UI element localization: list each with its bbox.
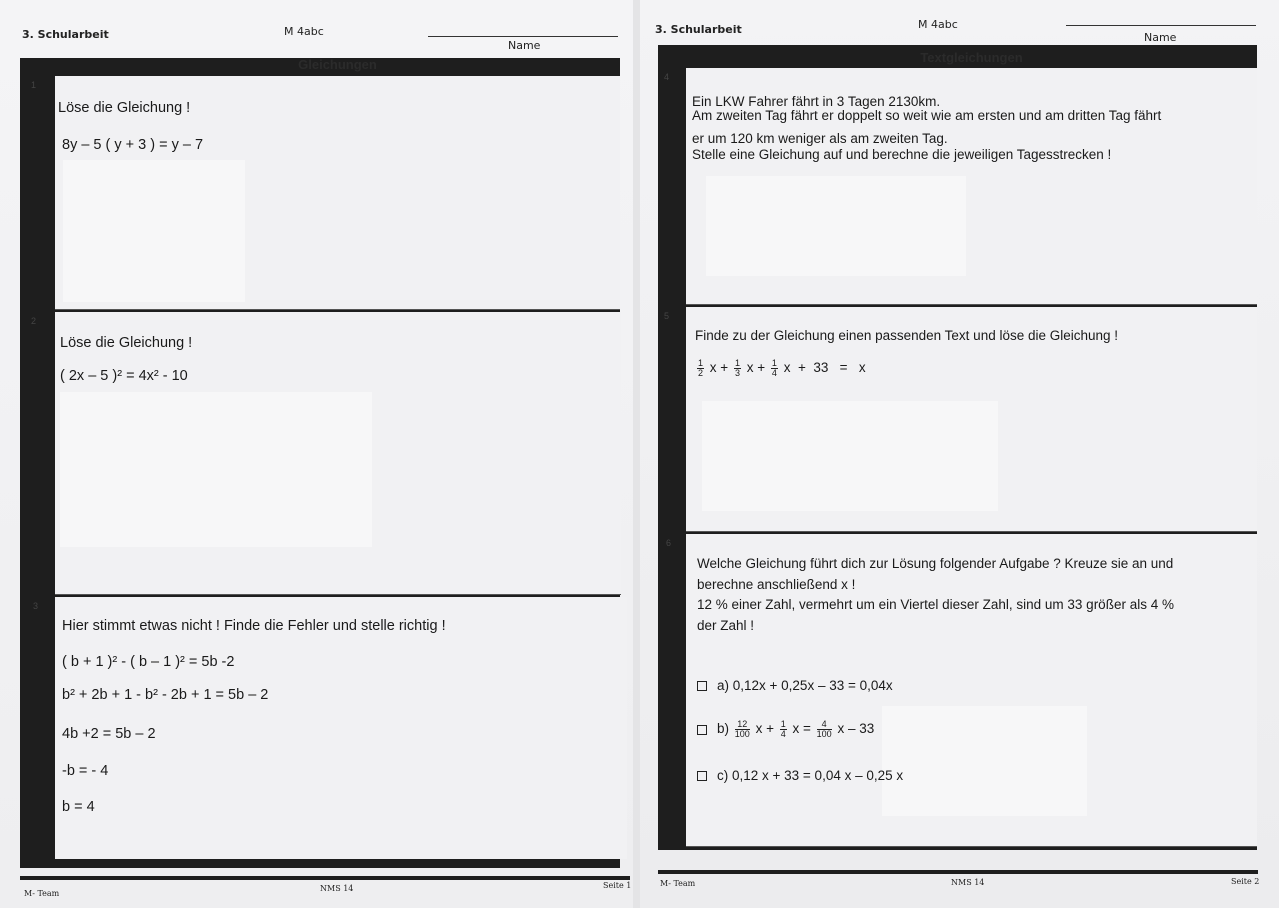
- task-number: 6: [666, 538, 672, 548]
- name-line: [428, 36, 618, 37]
- section-title: Textgleichungen: [920, 50, 1023, 65]
- footer-rule: [20, 876, 630, 880]
- task-text-line: er um 120 km weniger als am zweiten Tag.: [692, 131, 948, 146]
- exam-title: 3. Schularbeit: [655, 23, 742, 36]
- answer-area[interactable]: [60, 392, 372, 547]
- class-label: M 4abc: [918, 18, 958, 31]
- task-text-line: Stelle eine Gleichung auf und berechne die jeweiligen Tagesstrecken !: [692, 147, 1112, 162]
- task-6-box: [666, 534, 1257, 847]
- checkbox-a[interactable]: [697, 681, 707, 691]
- task-number: 1: [31, 80, 37, 90]
- section-title: Gleichungen: [298, 57, 377, 72]
- task-text-line: Welche Gleichung führt dich zur Lösung folgender Aufgabe ? Kreuze sie an und: [697, 556, 1174, 571]
- task-number: 3: [33, 601, 39, 611]
- task-instruction: Löse die Gleichung !: [60, 335, 193, 351]
- task-5-box: [664, 307, 1257, 532]
- checkbox-b[interactable]: [697, 725, 707, 735]
- task-text-line: Ein LKW Fahrer fährt in 3 Tagen 2130km.: [692, 94, 941, 109]
- task-number: 2: [31, 316, 37, 326]
- task-text-line: Am zweiten Tag fährt er doppelt so weit wie am ersten und am dritten Tag fährt: [692, 108, 1162, 123]
- task-equation: $\frac{1}{2}$ x + $\frac{1}{3}$ x + $\frac{1}{4}$ x + 33 = x: [698, 358, 866, 378]
- task-text-line: 12 % einer Zahl, vermehrt um ein Viertel dieser Zahl, sind um 33 größer als 4 %: [697, 597, 1174, 612]
- error-line: b² + 2b + 1 - b² - 2b + 1 = 5b – 2: [62, 687, 269, 703]
- name-label: Name: [1144, 31, 1177, 44]
- footer-team: M- Team: [24, 889, 60, 898]
- task-text-line: berechne anschließend x !: [697, 577, 856, 592]
- footer-team: M- Team: [660, 879, 696, 888]
- class-label: M 4abc: [284, 25, 324, 38]
- footer-school: NMS 14: [320, 884, 354, 893]
- answer-area[interactable]: [63, 160, 245, 302]
- task-3-box: [33, 597, 627, 859]
- worksheet-page-2: [640, 0, 1279, 908]
- checkbox-c[interactable]: [697, 771, 707, 781]
- task-equation: ( 2x – 5 )² = 4x² - 10: [60, 368, 188, 384]
- answer-area[interactable]: [702, 401, 998, 511]
- footer-school: NMS 14: [951, 878, 985, 887]
- option-c[interactable]: c) 0,12 x + 33 = 0,04 x – 0,25 x: [697, 768, 903, 783]
- page-number: Seite 1: [603, 881, 632, 890]
- error-line: -b = - 4: [62, 763, 109, 779]
- task-equation: 8y – 5 ( y + 3 ) = y – 7: [62, 137, 204, 153]
- footer-rule: [658, 870, 1258, 874]
- task-text-line: der Zahl !: [697, 618, 755, 633]
- option-b[interactable]: b) $\frac{12}{100}$ x + $\frac{1}{4}$ x = $\frac{4}{100}$ x – 33: [697, 720, 874, 739]
- task-1-box: [31, 76, 620, 310]
- answer-area[interactable]: [882, 706, 1087, 816]
- page-number: Seite 2: [1231, 877, 1260, 886]
- exam-title: 3. Schularbeit: [22, 28, 109, 41]
- option-a[interactable]: a) 0,12x + 0,25x – 33 = 0,04x: [697, 678, 893, 693]
- name-line: [1066, 25, 1256, 26]
- answer-area[interactable]: [706, 176, 966, 276]
- task-number: 5: [664, 311, 670, 321]
- name-label: Name: [508, 39, 541, 52]
- task-instruction: Finde zu der Gleichung einen passenden Text und löse die Gleichung !: [695, 328, 1119, 343]
- worksheet-page-1: [0, 0, 633, 908]
- error-line: 4b +2 = 5b – 2: [62, 726, 156, 742]
- task-number: 4: [664, 72, 670, 82]
- task-instruction: Hier stimmt etwas nicht ! Finde die Fehler und stelle richtig !: [62, 618, 446, 634]
- task-4-box: [664, 68, 1257, 305]
- error-line: ( b + 1 )² - ( b – 1 )² = 5b -2: [62, 654, 235, 670]
- task-instruction: Löse die Gleichung !: [58, 100, 191, 116]
- task-2-box: [31, 312, 621, 595]
- error-line: b = 4: [62, 799, 95, 815]
